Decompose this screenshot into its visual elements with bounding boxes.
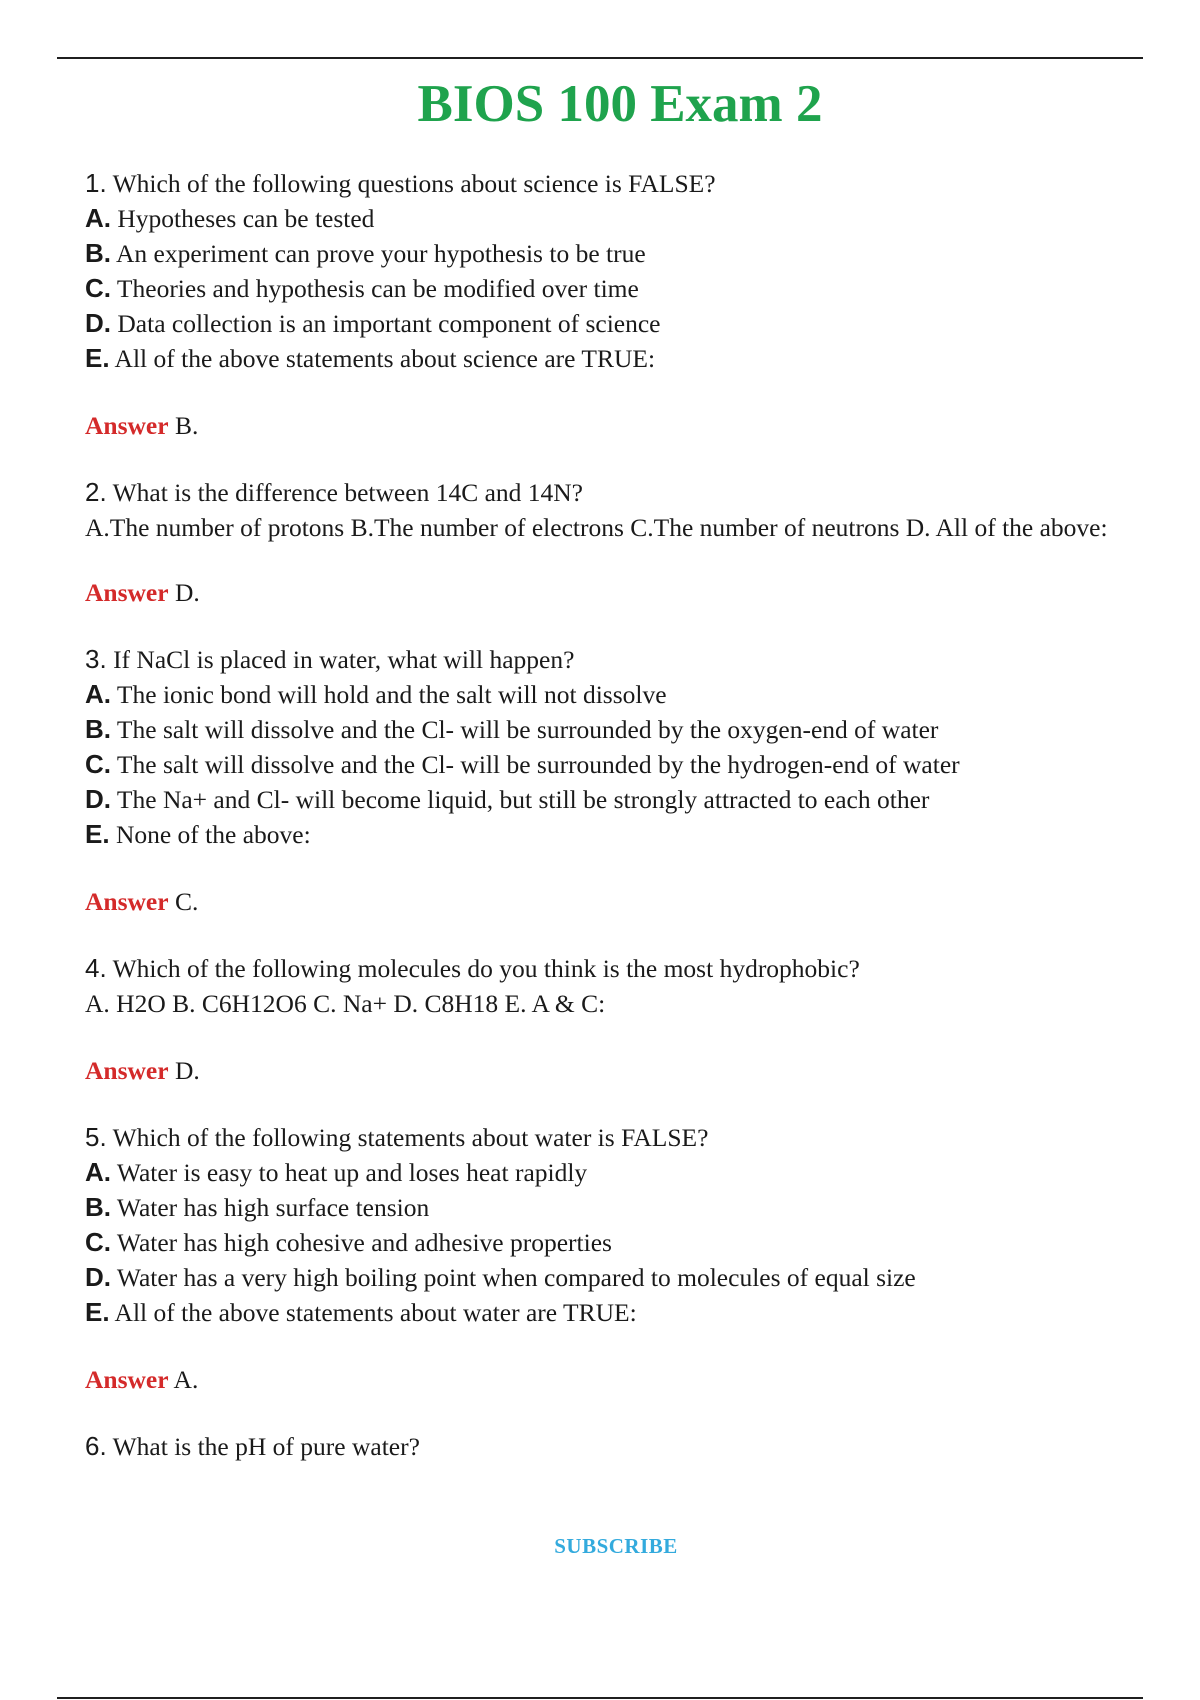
option-letter: B. bbox=[85, 238, 111, 268]
option-text: Water has a very high boiling point when compared to molecules of equal size bbox=[116, 1263, 916, 1292]
option-letter: B. bbox=[85, 1192, 111, 1222]
answer-label: Answer bbox=[85, 887, 169, 916]
option-letter: B. bbox=[85, 714, 111, 744]
option-letter: D. bbox=[85, 784, 111, 814]
question-number: 5. bbox=[85, 1122, 107, 1152]
answer-label: Answer bbox=[85, 1056, 169, 1085]
question-prompt: Which of the following questions about science is FALSE? bbox=[112, 169, 716, 198]
inline-options: A.The number of protons B.The number of electrons C.The number of neutrons D. All of the above: bbox=[85, 513, 1108, 542]
question-6 bbox=[85, 1429, 1145, 1464]
question-text bbox=[85, 642, 1145, 677]
question-number: 6. bbox=[85, 1431, 107, 1461]
answer-label: Answer bbox=[85, 1365, 169, 1394]
option-text: All of the above statements about water are TRUE: bbox=[114, 1298, 637, 1327]
option-text: All of the above statements about science are TRUE: bbox=[114, 344, 656, 373]
option-text: Theories and hypothesis can be modified over time bbox=[116, 274, 639, 303]
answer-label: Answer bbox=[85, 578, 169, 607]
option-b bbox=[85, 712, 1145, 747]
question-prompt: If NaCl is placed in water, what will happen? bbox=[113, 645, 575, 674]
answer-line bbox=[85, 1053, 1145, 1088]
option-d bbox=[85, 306, 1145, 341]
option-c bbox=[85, 271, 1145, 306]
question-text bbox=[85, 1429, 1145, 1464]
question-text bbox=[85, 475, 1145, 510]
option-text: The ionic bond will hold and the salt will not dissolve bbox=[116, 680, 667, 709]
option-c bbox=[85, 747, 1145, 782]
option-letter: A. bbox=[85, 679, 111, 709]
question-number: 2. bbox=[85, 477, 107, 507]
option-c bbox=[85, 1225, 1145, 1260]
option-text: The salt will dissolve and the Cl- will be surrounded by the oxygen-end of water bbox=[116, 715, 939, 744]
option-letter: C. bbox=[85, 1227, 111, 1257]
option-text: Water has high cohesive and adhesive properties bbox=[116, 1228, 612, 1257]
option-text: Water has high surface tension bbox=[116, 1193, 430, 1222]
bottom-rule bbox=[57, 1697, 1143, 1699]
option-letter: A. bbox=[85, 203, 111, 233]
exam-content bbox=[85, 166, 1145, 1464]
option-letter: C. bbox=[85, 749, 111, 779]
option-text: An experiment can prove your hypothesis to be true bbox=[115, 239, 646, 268]
question-prompt: Which of the following statements about water is FALSE? bbox=[112, 1123, 709, 1152]
option-text: Data collection is an important component of science bbox=[117, 309, 661, 338]
option-text: None of the above: bbox=[115, 820, 311, 849]
answer-line bbox=[85, 575, 1145, 610]
inline-options: A. H2O B. C6H12O6 C. Na+ D. C8H18 E. A & C: bbox=[85, 989, 606, 1018]
question-5 bbox=[85, 1120, 1145, 1397]
question-prompt: Which of the following molecules do you think is the most hydrophobic? bbox=[112, 954, 860, 983]
option-letter: D. bbox=[85, 1262, 111, 1292]
question-text bbox=[85, 951, 1145, 986]
option-d bbox=[85, 782, 1145, 817]
question-text bbox=[85, 1120, 1145, 1155]
option-text: The salt will dissolve and the Cl- will be surrounded by the hydrogen-end of water bbox=[116, 750, 960, 779]
question-text bbox=[85, 166, 1145, 201]
option-b bbox=[85, 236, 1145, 271]
question-prompt: What is the difference between 14C and 14N? bbox=[112, 478, 584, 507]
option-letter: A. bbox=[85, 1157, 111, 1187]
option-letter: E. bbox=[85, 819, 110, 849]
answer-value: D. bbox=[174, 578, 200, 607]
option-e bbox=[85, 1295, 1145, 1330]
option-e bbox=[85, 341, 1145, 376]
question-prompt: What is the pH of pure water? bbox=[112, 1432, 420, 1461]
question-number: 4. bbox=[85, 953, 107, 983]
option-d bbox=[85, 1260, 1145, 1295]
answer-line bbox=[85, 408, 1145, 443]
subscribe-link[interactable]: SUBSCRIBE bbox=[554, 1534, 678, 1558]
question-3 bbox=[85, 642, 1145, 919]
answer-value: A. bbox=[173, 1365, 199, 1394]
option-text: Hypotheses can be tested bbox=[117, 204, 375, 233]
option-text: Water is easy to heat up and loses heat rapidly bbox=[116, 1158, 588, 1187]
question-4 bbox=[85, 951, 1145, 1088]
page-title: BIOS 100 Exam 2 bbox=[417, 75, 823, 133]
option-letter: D. bbox=[85, 308, 111, 338]
option-letter: E. bbox=[85, 343, 110, 373]
option-b bbox=[85, 1190, 1145, 1225]
question-2 bbox=[85, 475, 1145, 610]
option-text: The Na+ and Cl- will become liquid, but still be strongly attracted to each other bbox=[116, 785, 930, 814]
option-letter: E. bbox=[85, 1297, 110, 1327]
option-e bbox=[85, 817, 1145, 852]
option-a bbox=[85, 677, 1145, 712]
answer-line bbox=[85, 884, 1145, 919]
answer-value: B. bbox=[174, 411, 199, 440]
answer-value: D. bbox=[174, 1056, 200, 1085]
answer-value: C. bbox=[174, 887, 199, 916]
answer-line bbox=[85, 1362, 1145, 1397]
option-a bbox=[85, 201, 1145, 236]
question-1 bbox=[85, 166, 1145, 443]
option-letter: C. bbox=[85, 273, 111, 303]
question-number: 3. bbox=[85, 644, 107, 674]
top-rule bbox=[57, 57, 1143, 59]
answer-label: Answer bbox=[85, 411, 169, 440]
option-a bbox=[85, 1155, 1145, 1190]
question-number: 1. bbox=[85, 168, 107, 198]
